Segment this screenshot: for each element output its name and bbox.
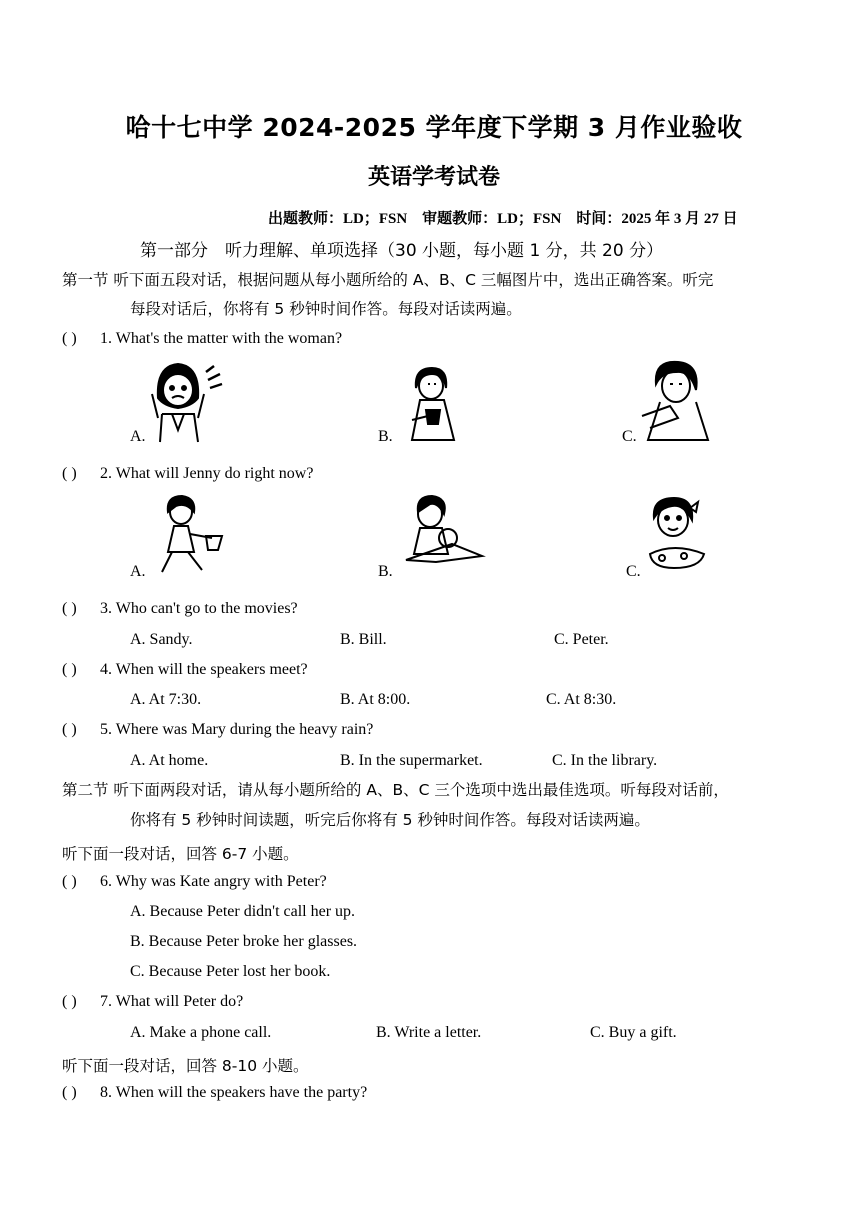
question-3: 3. Who can't go to the movies? bbox=[100, 600, 298, 617]
q3-option-a[interactable]: A. Sandy. bbox=[130, 631, 193, 648]
section-two-line2: 你将有 5 秒钟时间读题，听完后你将有 5 秒钟时间作答。每段对话读两遍。 bbox=[130, 811, 650, 829]
q1-picture-a bbox=[148, 358, 228, 448]
answer-blank[interactable]: ( ) bbox=[62, 600, 77, 617]
q4-option-b[interactable]: B. At 8:00. bbox=[340, 691, 411, 708]
exam-title: 哈十七中学 2024-2025 学年度下学期 3 月作业验收 bbox=[125, 113, 743, 142]
answer-blank[interactable]: ( ) bbox=[62, 465, 77, 482]
exam-subtitle: 英语学考试卷 bbox=[367, 165, 500, 190]
section-one-line2: 每段对话后，你将有 5 秒钟时间作答。每段对话读两遍。 bbox=[130, 300, 522, 318]
dialog-6-7-heading: 听下面一段对话，回答 6-7 小题。 bbox=[62, 845, 299, 863]
q5-option-b[interactable]: B. In the supermarket. bbox=[340, 752, 483, 769]
answer-blank[interactable]: ( ) bbox=[62, 1084, 77, 1101]
question-7: 7. What will Peter do? bbox=[100, 993, 244, 1010]
exam-meta: 出题教师：LD；FSN 审题教师：LD；FSN 时间：2025 年 3 月 27 日 bbox=[268, 211, 738, 227]
answer-blank[interactable]: ( ) bbox=[62, 721, 77, 738]
q3-option-c[interactable]: C. Peter. bbox=[554, 631, 609, 648]
question-2: 2. What will Jenny do right now? bbox=[100, 465, 314, 482]
dialog-8-10-heading: 听下面一段对话，回答 8-10 小题。 bbox=[62, 1057, 309, 1075]
q2-option-b[interactable]: B. bbox=[378, 563, 393, 580]
question-5: 5. Where was Mary during the heavy rain? bbox=[100, 721, 374, 738]
section-two-line1: 第二节 听下面两段对话，请从每小题所给的 A、B、C 三个选项中选出最佳选项。听每段对话前， bbox=[62, 781, 729, 799]
question-1: 1. What's the matter with the woman? bbox=[100, 330, 343, 347]
answer-blank[interactable]: ( ) bbox=[62, 330, 77, 347]
q7-option-c[interactable]: C. Buy a gift. bbox=[590, 1024, 677, 1041]
question-6: 6. Why was Kate angry with Peter? bbox=[100, 873, 327, 890]
question-8: 8. When will the speakers have the party? bbox=[100, 1084, 368, 1101]
q7-option-a[interactable]: A. Make a phone call. bbox=[130, 1024, 272, 1041]
q6-option-a[interactable]: A. Because Peter didn't call her up. bbox=[130, 903, 356, 920]
answer-blank[interactable]: ( ) bbox=[62, 873, 77, 890]
answer-blank[interactable]: ( ) bbox=[62, 661, 77, 678]
q1-option-b[interactable]: B. bbox=[378, 428, 393, 445]
q6-option-c[interactable]: C. Because Peter lost her book. bbox=[130, 963, 331, 980]
q5-option-a[interactable]: A. At home. bbox=[130, 752, 209, 769]
q1-option-c[interactable]: C. bbox=[622, 428, 637, 445]
q2-option-a[interactable]: A. bbox=[130, 563, 146, 580]
section-one-line1: 第一节 听下面五段对话，根据问题从每小题所给的 A、B、C 三幅图片中，选出正确答案。听完 bbox=[62, 271, 714, 289]
q1-picture-b bbox=[402, 364, 462, 450]
question-4: 4. When will the speakers meet? bbox=[100, 661, 308, 678]
q2-picture-a bbox=[156, 494, 226, 580]
q7-option-b[interactable]: B. Write a letter. bbox=[376, 1024, 482, 1041]
q1-option-a[interactable]: A. bbox=[130, 428, 146, 445]
q2-option-c[interactable]: C. bbox=[626, 563, 641, 580]
part-one-heading: 第一部分 听力理解、单项选择（30 小题，每小题 1 分，共 20 分） bbox=[140, 241, 664, 261]
q6-option-b[interactable]: B. Because Peter broke her glasses. bbox=[130, 933, 358, 950]
q3-option-b[interactable]: B. Bill. bbox=[340, 631, 387, 648]
q4-option-c[interactable]: C. At 8:30. bbox=[546, 691, 617, 708]
q1-picture-c bbox=[640, 358, 712, 446]
q2-picture-b bbox=[402, 494, 484, 568]
q4-option-a[interactable]: A. At 7:30. bbox=[130, 691, 202, 708]
q5-option-c[interactable]: C. In the library. bbox=[552, 752, 658, 769]
answer-blank[interactable]: ( ) bbox=[62, 993, 77, 1010]
q2-picture-c bbox=[644, 496, 714, 580]
